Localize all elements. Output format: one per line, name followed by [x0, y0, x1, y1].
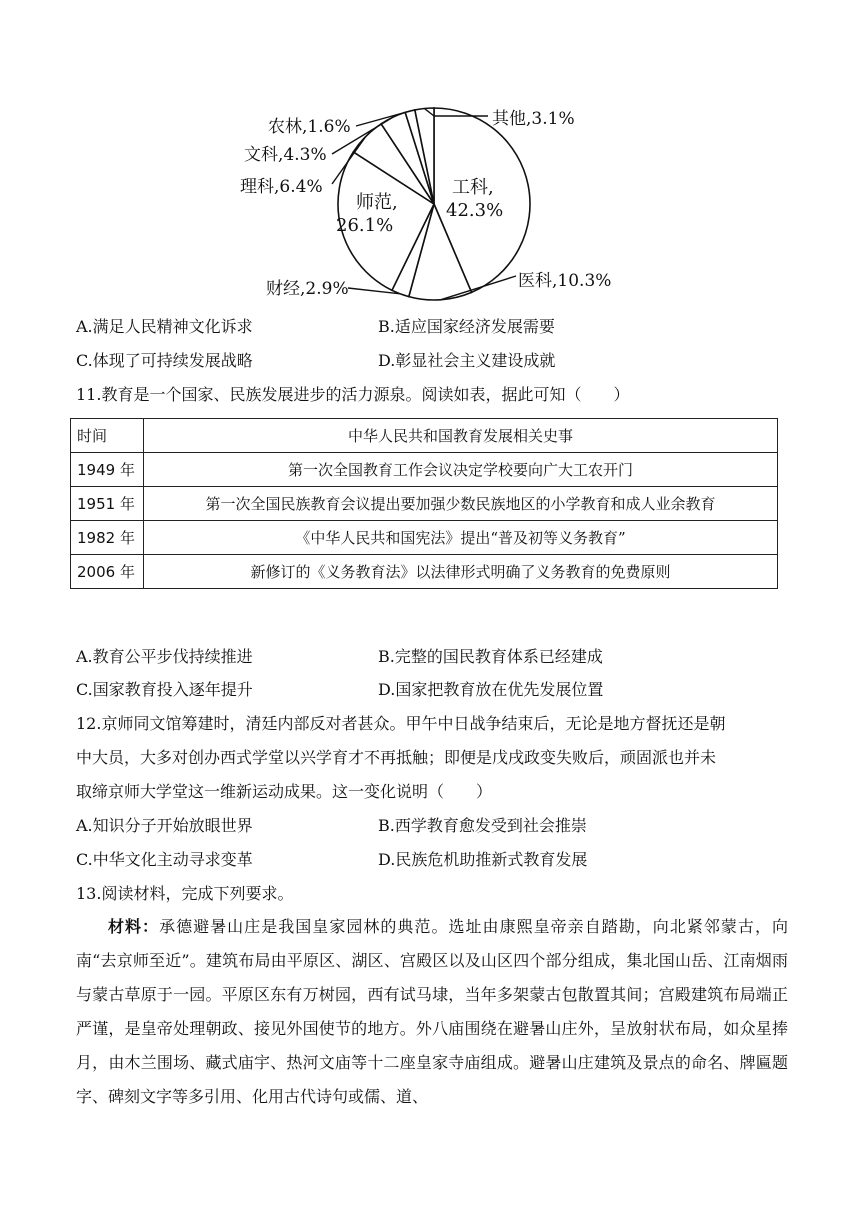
q11-option-a[interactable]: A.教育公平步伐持续推进	[76, 647, 253, 666]
table-cell-year: 1982 年	[71, 521, 144, 555]
table-row	[71, 521, 778, 555]
pie-chart	[230, 96, 630, 306]
q12-option-c[interactable]: C.中华文化主动寻求变革	[76, 850, 253, 869]
pie-label-wenke: 文科,4.3%	[244, 145, 327, 165]
pie-chart-svg	[230, 96, 630, 306]
pie-label-qita: 其他,3.1%	[492, 109, 575, 129]
pie-label-gongke: 工科,	[452, 177, 494, 198]
material-text: 承德避暑山庄是我国皇家园林的典范。选址由康熙皇帝亲自踏勘，向北紧邻蒙古，向南“去京师至近”。建筑布局由平原区、湖区、宫殿区以及山区四个部分组成，集北国山岳、江南烟雨与蒙古草原于一园。平原区东有万树园，西有试马埭，当年多架蒙古包散置其间；宫殿建筑布局端正严谨，是皇帝处理朝政、接见外国使节的地方。外八庙围绕在避暑山庄外，呈放射状布局，如众星捧月，由木兰围场、藏式庙宇、热河文庙等十二座皇家寺庙组成。避暑山庄建筑及景点的命名、牌匾题字、碑刻文字等多引用、化用古代诗句或儒、道、	[76, 917, 788, 1106]
table-cell-event: 《中华人民共和国宪法》提出“普及初等义务教育”	[144, 521, 778, 555]
pie-label-gongke-value: 42.3%	[446, 200, 504, 221]
table-cell-year: 1951 年	[71, 487, 144, 521]
q12-stem-line2: 中大员，大多对创办西式学堂以兴学育才不再抵触；即便是戊戌政变失败后，顽固派也并未	[76, 748, 717, 767]
q11-option-c[interactable]: C.国家教育投入逐年提升	[76, 680, 253, 699]
table-row	[71, 453, 778, 487]
q11-option-b[interactable]: B.完整的国民教育体系已经建成	[378, 647, 603, 666]
q10-option-c[interactable]: C.体现了可持续发展战略	[76, 351, 253, 370]
table-header-event: 中华人民共和国教育发展相关史事	[144, 419, 778, 453]
q13-stem: 13.阅读材料，完成下列要求。	[76, 884, 294, 903]
q12-option-b[interactable]: B.西学教育愈发受到社会推崇	[378, 816, 587, 835]
pie-label-like: 理科,6.4%	[240, 177, 323, 197]
pie-label-caijing: 财经,2.9%	[266, 279, 349, 299]
q10-option-d[interactable]: D.彰显社会主义建设成就	[378, 351, 556, 370]
q10-option-b[interactable]: B.适应国家经济发展需要	[378, 317, 555, 336]
q10-option-a[interactable]: A.满足人民精神文化诉求	[76, 317, 253, 336]
q12-option-d[interactable]: D.民族危机助推新式教育发展	[378, 850, 588, 869]
q12-option-a[interactable]: A.知识分子开始放眼世界	[76, 816, 253, 835]
table-cell-event: 新修订的《义务教育法》以法律形式明确了义务教育的免费原则	[144, 555, 778, 589]
q11-option-d[interactable]: D.国家把教育放在优先发展位置	[378, 680, 604, 699]
education-history-table	[70, 418, 778, 589]
table-row	[71, 487, 778, 521]
q12-stem-line1: 12.京师同文馆筹建时，清廷内部反对者甚众。甲午中日战争结束后，无论是地方督抚还是朝	[76, 714, 726, 733]
table-row	[71, 555, 778, 589]
table-cell-year: 1949 年	[71, 453, 144, 487]
table-header-time: 时间	[71, 419, 144, 453]
q11-stem: 11.教育是一个国家、民族发展进步的活力源泉。阅读如表，据此可知（ ）	[76, 385, 630, 404]
table-cell-event: 第一次全国民族教育会议提出要加强少数民族地区的小学教育和成人业余教育	[144, 487, 778, 521]
pie-label-shifan-value: 26.1%	[336, 215, 394, 236]
table-cell-year: 2006 年	[71, 555, 144, 589]
pie-label-yike: 医科,10.3%	[518, 271, 612, 291]
q12-stem-line3: 取缔京师大学堂这一维新运动成果。这一变化说明（ ）	[76, 782, 493, 801]
table-header-row	[71, 419, 778, 453]
material-label: 材料：	[108, 917, 160, 936]
q13-material	[76, 910, 788, 1114]
pie-label-nonglin: 农林,1.6%	[268, 117, 351, 137]
table-cell-event: 第一次全国教育工作会议决定学校要向广大工农开门	[144, 453, 778, 487]
pie-label-shifan: 师范,	[356, 192, 398, 213]
